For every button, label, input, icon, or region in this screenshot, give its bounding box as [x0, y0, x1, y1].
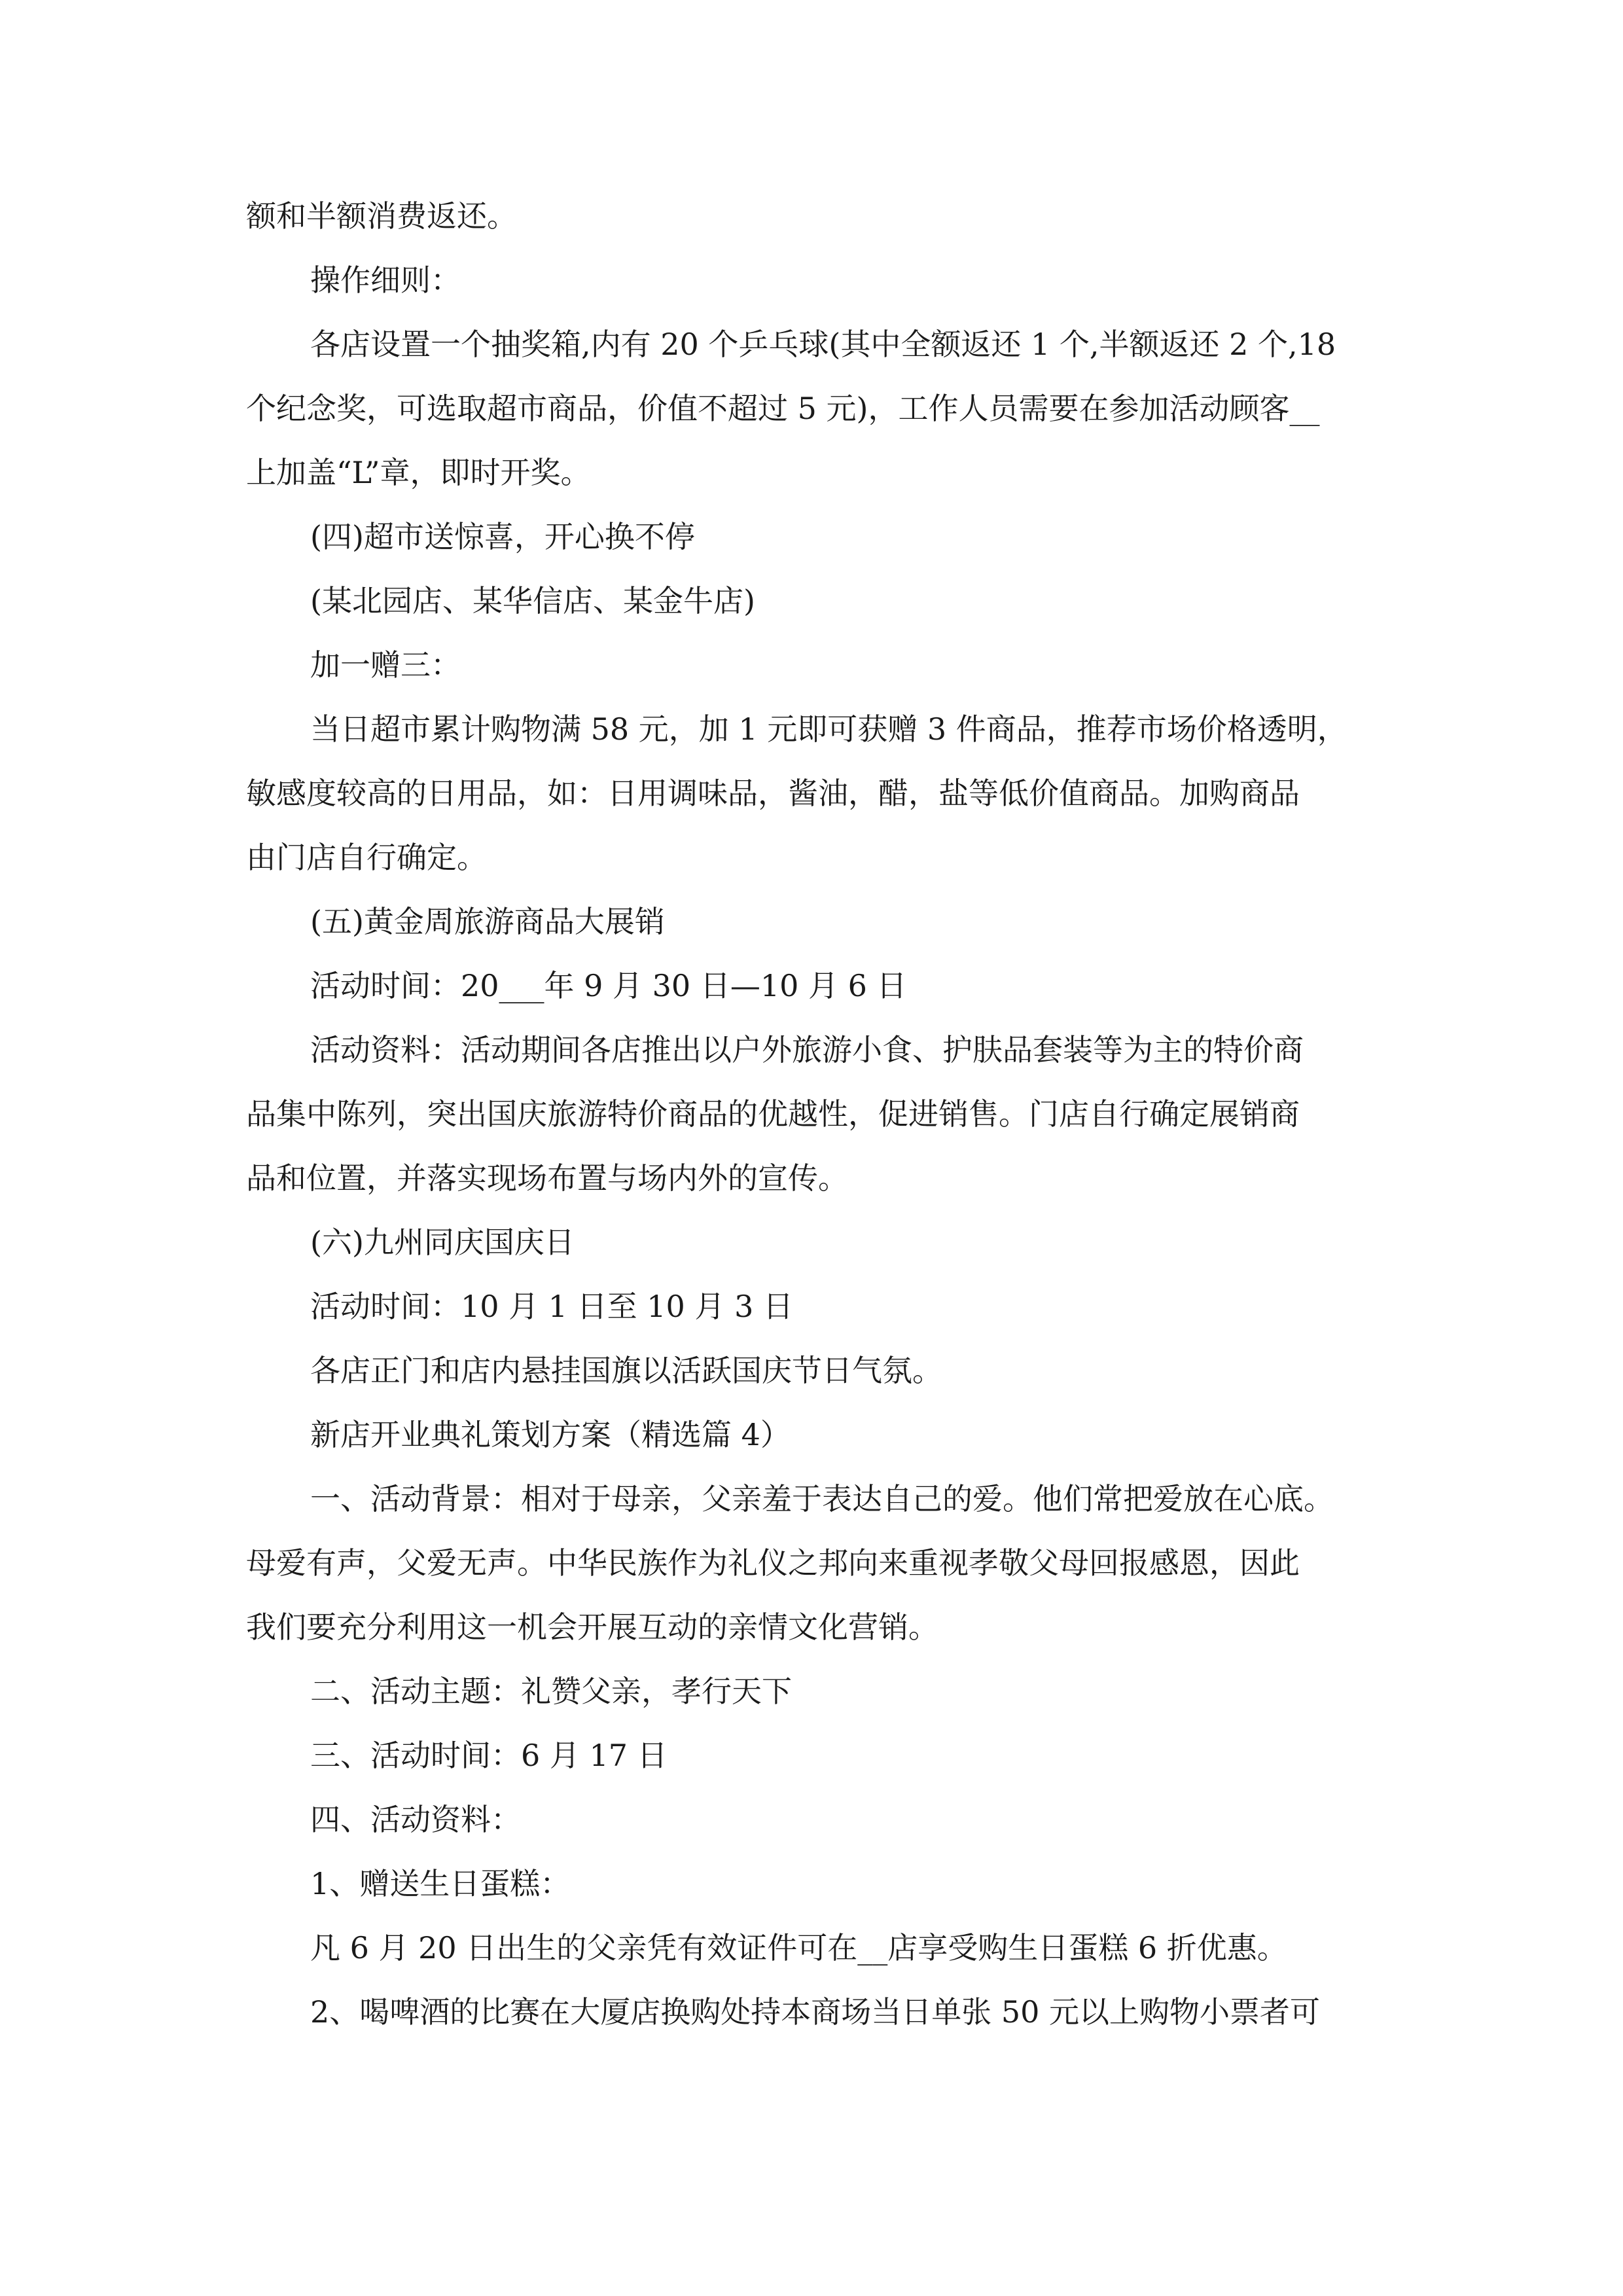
text-line: 新店开业典礼策划方案（精选篇 4）	[310, 1417, 791, 1452]
text-line: 四、活动资料：	[310, 1802, 521, 1837]
text-line: 敏感度较高的日用品，如：日用调味品，酱油，醋，盐等低价值商品。加购商品	[246, 776, 1300, 811]
text-line: 上加盖“L”章，即时开奖。	[246, 455, 591, 490]
text-line: 我们要充分利用这一机会开展互动的亲情文化营销。	[246, 1609, 938, 1645]
text-line: 额和半额消费返还。	[246, 198, 517, 234]
text-line: 2、喝啤酒的比赛在大厦店换购处持本商场当日单张 50 元以上购物小票者可	[310, 1994, 1321, 2030]
text-line: 凡 6 月 20 日出生的父亲凭有效证件可在__店享受购生日蛋糕 6 折优惠。	[310, 1930, 1287, 1965]
text-line: (四)超市送惊喜，开心换不停	[310, 519, 695, 554]
text-line: 个纪念奖，可选取超市商品，价值不超过 5 元)，工作人员需要在参加活动顾客__	[246, 391, 1320, 426]
text-line: 三、活动时间：6 月 17 日	[310, 1738, 668, 1773]
text-line: 加一赠三：	[310, 647, 461, 683]
text-line: 品集中陈列，突出国庆旅游特价商品的优越性，促进销售。门店自行确定展销商	[246, 1096, 1300, 1132]
text-line: (五)黄金周旅游商品大展销	[310, 904, 665, 939]
text-line: 母爱有声，父爱无声。中华民族作为礼仪之邦向来重视孝敬父母回报感恩，因此	[246, 1545, 1300, 1581]
text-line: 由门店自行确定。	[246, 840, 487, 875]
text-line: 活动时间：20___年 9 月 30 日—10 月 6 日	[310, 968, 907, 1003]
text-line: 1、赠送生日蛋糕：	[310, 1866, 571, 1901]
text-line: (六)九州同庆国庆日	[310, 1225, 575, 1260]
text-line: 活动时间：10 月 1 日至 10 月 3 日	[310, 1289, 793, 1324]
text-line: 当日超市累计购物满 58 元，加 1 元即可获赠 3 件商品，推荐市场价格透明，	[310, 711, 1347, 747]
text-line: 各店正门和店内悬挂国旗以活跃国庆节日气氛。	[310, 1353, 942, 1388]
text-line: 二、活动主题：礼赞父亲，孝行天下	[310, 1674, 792, 1709]
text-line: 操作细则：	[310, 262, 461, 298]
text-line: (某北园店、某华信店、某金牛店)	[310, 583, 755, 619]
text-line: 一、活动背景：相对于母亲，父亲羞于表达自己的爱。他们常把爱放在心底。	[310, 1481, 1334, 1516]
text-line: 活动资料：活动期间各店推出以户外旅游小食、护肤品套装等为主的特价商	[310, 1032, 1304, 1067]
text-line: 品和位置，并落实现场布置与场内外的宣传。	[246, 1160, 848, 1196]
text-line: 各店设置一个抽奖箱,内有 20 个乒乓球(其中全额返还 1 个,半额返还 2 个,18	[310, 327, 1336, 362]
